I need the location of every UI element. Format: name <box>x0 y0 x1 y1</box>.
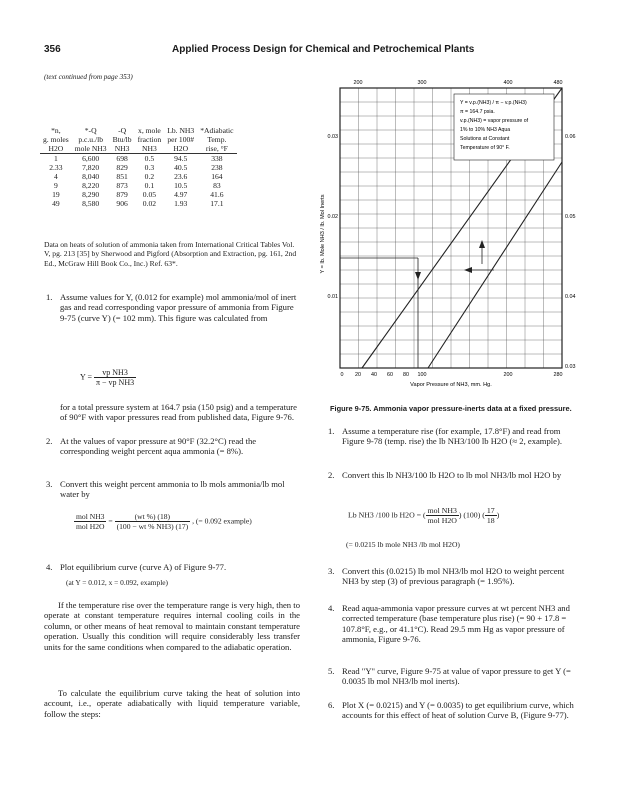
step-text: Convert this (0.0215) lb mol NH3/lb mol H2O to weight percent NH3 by step (3) of previous paragraph (= 1.95%). <box>342 566 565 587</box>
step-number: 1. <box>328 426 335 436</box>
table-cell: 23.6 <box>174 172 188 181</box>
step-4-example: (at Y = 0.012, x = 0.092, example) <box>66 578 168 587</box>
eq-denominator: mol H2O <box>427 516 457 525</box>
eq-fraction-2 <box>485 506 497 525</box>
table-row <box>40 199 237 208</box>
table-header-cell: per 100# <box>167 135 195 144</box>
table-cell: 338 <box>211 154 223 163</box>
table-cell: 8,220 <box>82 181 100 190</box>
bottom-tick-label: 280 <box>553 372 563 378</box>
table-cell: 879 <box>116 190 128 199</box>
step-3 <box>46 479 300 500</box>
step-2 <box>46 436 300 457</box>
table-header-cell: H2O <box>40 144 72 154</box>
table-cell: 0.1 <box>144 181 155 190</box>
table-cell: 1.93 <box>174 199 188 208</box>
right-step-3 <box>328 566 582 587</box>
table-header-cell: Temp. <box>207 135 227 144</box>
eq-numerator: (wt %) (18) <box>115 512 191 522</box>
eq-numerator: mol NH3 <box>427 506 457 515</box>
right-step-2 <box>328 470 582 480</box>
step-number: 5. <box>328 666 335 676</box>
table-cell: 8,290 <box>82 190 100 199</box>
table-header-cell: rise, °F <box>197 144 236 154</box>
step-text: Convert this lb NH3/100 lb H2O to lb mol NH3/lb mol H2O by <box>342 470 562 480</box>
step-text: Assume values for Y, (0.012 for example) mol ammonia/mol of inert gas and read corresponding vapor pressure of ammonia from Figure 9-75 (curve Y) (= 102 mm). This figure was calculated from <box>60 292 297 323</box>
table-cell: 83 <box>213 181 221 190</box>
step-number: 2. <box>46 436 53 446</box>
step-text: Convert this weight percent ammonia to lb mols ammonia/lb mol water by <box>60 479 285 500</box>
table-cell: 2.33 <box>49 163 63 172</box>
table-row <box>40 190 237 199</box>
step-text: Plot X (= 0.0215) and Y (= 0.0035) to get equilibrium curve, which accounts for this effect of heat of solution Curve B, (Figure 9-77). <box>342 700 574 721</box>
table-cell: 0.5 <box>144 154 155 163</box>
table-header-cell: Lb. NH3 <box>167 126 195 135</box>
table-cell: 6,600 <box>82 154 100 163</box>
table-header-cell: *-Q <box>84 126 97 135</box>
legend-line: π = 164.7 psia. <box>460 109 495 115</box>
table-cell: 4 <box>53 172 58 181</box>
legend-line: Temperature of 90° F. <box>460 145 510 151</box>
bottom-tick-label: 60 <box>387 372 393 378</box>
bottom-tick-label: 20 <box>355 372 361 378</box>
table-header-row <box>40 126 237 135</box>
step-text: Assume a temperature rise (for example, 17.8°F) and read from Figure 9-78 (temp. rise) the lb NH3/100 lb H2O (≈ 2, example). <box>342 426 562 447</box>
table-cell: 9 <box>53 181 58 190</box>
heat-of-solution-table <box>40 126 237 208</box>
eq-sign: = <box>108 516 113 526</box>
table-cell: 164 <box>211 172 223 181</box>
step-4 <box>46 562 300 572</box>
table-header-cell: g. moles <box>43 135 69 144</box>
table-cell: 10.5 <box>174 181 188 190</box>
eq-lhs: Lb NH3 /100 lb H2O = <box>348 510 422 520</box>
table-cell: 41.6 <box>210 190 224 199</box>
equation-lb-conversion: Lb NH3 /100 lb H2O = ( $\frac{\text{mol NH3}}{\text{mol H2O}}$ ) (100) ( $\frac{17}{18}$ ) <box>348 506 500 525</box>
table-cell: 873 <box>116 181 128 190</box>
table-header-row <box>40 135 237 144</box>
figure-caption: Figure 9-75. Ammonia vapor pressure-inerts data at a fixed pressure. <box>330 404 572 413</box>
eq-numerator: vp NH3 <box>94 368 136 378</box>
right-tick-label: 0.06 <box>565 134 576 140</box>
paragraph-temperature-rise: If the temperature rise over the temperature range is very high, then to operate at constant temperature requires internal cooling coils in the column, or other means of heat removal to maintain constant temperature operation. Usually this condition will require considerably less transfer units for the same conditions when compared to the adiabatic operation. <box>44 600 300 652</box>
table-cell: 8,040 <box>82 172 100 181</box>
bottom-tick-label: 200 <box>503 372 513 378</box>
table-header-cell: p.c.u./lb <box>78 135 103 144</box>
legend-line: Solutions at Constant <box>460 136 510 142</box>
right-step-5 <box>328 666 582 687</box>
right-tick-label: 0.04 <box>565 294 576 300</box>
table-cell: 7,820 <box>82 163 100 172</box>
table-header-cell: x, mole <box>138 126 161 135</box>
table-header-cell: *Adiabatic <box>200 126 234 135</box>
step-1 <box>46 292 300 323</box>
step-number: 4. <box>46 562 53 572</box>
table-cell: 4.97 <box>174 190 188 199</box>
bottom-tick-label: 80 <box>403 372 409 378</box>
step-text: Read "Y" curve, Figure 9-75 at value of vapor pressure to get Y (= 0.0035 lb mol NH3/lb mol inerts). <box>342 666 571 687</box>
eq-note: , (= 0.092 example) <box>192 516 252 526</box>
table-cell: 94.5 <box>174 154 188 163</box>
table-cell: 17.1 <box>210 199 224 208</box>
equation-mol-ratio <box>74 512 252 531</box>
step-number: 3. <box>328 566 335 576</box>
step-number: 3. <box>46 479 53 489</box>
table-cell: 698 <box>116 154 128 163</box>
right-step-4 <box>328 603 582 645</box>
left-tick-label: 0.02 <box>327 214 338 220</box>
eq-numerator: mol NH3 <box>76 512 105 521</box>
y-axis-title: Y = lb. Mole NH3 / lb. Mol Inerts <box>320 194 326 274</box>
step-number: 2. <box>328 470 335 480</box>
right-tick-label: 0.05 <box>565 214 576 220</box>
table-row <box>40 154 237 164</box>
top-tick-label: 400 <box>503 80 513 86</box>
table-header-cell: fraction <box>137 135 162 144</box>
bottom-tick-label: 0 <box>340 372 344 378</box>
eq-fraction-1 <box>426 506 459 525</box>
x-axis-title: Vapor Pressure of NH3, mm. Hg. <box>410 382 492 388</box>
table-header-cell: Btu/lb <box>112 135 132 144</box>
arrow-left <box>464 267 472 273</box>
bottom-tick-label: 40 <box>371 372 377 378</box>
eq-denominator: (100 − wt % NH3) (17) <box>116 522 189 531</box>
eq-numerator: 17 <box>486 506 495 515</box>
right-tick-label: 0.03 <box>565 364 576 370</box>
table-cell: 8,580 <box>82 199 100 208</box>
table-cell: 0.02 <box>142 199 157 208</box>
table-row <box>40 181 237 190</box>
table-row <box>40 163 237 172</box>
equation-result: (= 0.0215 lb mole NH3 /lb mol H2O) <box>346 540 460 549</box>
table-header-cell: *n, <box>51 126 61 135</box>
eq-fraction <box>94 368 136 387</box>
table-cell: 49 <box>52 199 60 208</box>
bottom-tick-label: 100 <box>417 372 427 378</box>
legend-line: v.p.(NH3) = vapor pressure of <box>460 118 529 124</box>
table-row <box>40 172 237 181</box>
table-cell: 0.2 <box>144 172 155 181</box>
table-source-note: Data on heats of solution of ammonia taken from International Critical Tables Vol. V, pg. 213 [35] by Sherwood and Pigford (Absorption and Extraction, pg. 161, 2nd Ed., McGraw Hill Book Co., Inc.) Ref. 63*. <box>44 240 297 268</box>
page-number: 356 <box>44 44 61 55</box>
table-header-cell: mole NH3 <box>72 144 110 154</box>
table-header-cell: H2O <box>164 144 197 154</box>
eq-denominator: 18 <box>486 516 495 525</box>
top-tick-label: 300 <box>417 80 427 86</box>
eq-fraction-rhs <box>115 512 191 531</box>
table-cell: 40.5 <box>174 163 188 172</box>
eq-denominator: π − vp NH3 <box>96 378 135 387</box>
figure-9-75 <box>318 74 594 400</box>
continued-note: (text continued from page 353) <box>44 73 133 81</box>
table-cell: 906 <box>116 199 128 208</box>
running-title: Applied Process Design for Chemical and Petrochemical Plants <box>172 44 475 55</box>
step-1-continued <box>60 402 300 423</box>
arrow-up-right <box>479 240 485 248</box>
table-header-cell: NH3 <box>135 144 165 154</box>
table-cell: 1 <box>53 154 58 163</box>
table-header-cell: -Q <box>118 126 127 135</box>
table-header-row <box>40 144 237 154</box>
eq-denominator: mol H2O <box>76 522 105 531</box>
paragraph-equilibrium: To calculate the equilibrium curve taking the heat of solution into account, i.e., operate adiabatically with liquid temperature variable, follow the steps: <box>44 688 300 719</box>
table-cell: 851 <box>116 172 128 181</box>
step-text: Plot equilibrium curve (curve A) of Figure 9-77. <box>60 562 227 572</box>
top-tick-label: 200 <box>353 80 363 86</box>
step-number: 1. <box>46 292 53 302</box>
step-number: 6. <box>328 700 335 710</box>
step-number: 4. <box>328 603 335 613</box>
top-tick-label: 480 <box>553 80 563 86</box>
left-tick-label: 0.03 <box>327 134 338 140</box>
right-step-1 <box>328 426 582 447</box>
legend-line: Y = v.p.(NH3) / π − v.p.(NH3) <box>460 100 527 106</box>
left-tick-label: 0.01 <box>327 294 338 300</box>
table-cell: 19 <box>52 190 60 199</box>
curve-y-upper-scale <box>428 162 562 368</box>
table-cell: 0.3 <box>144 163 155 172</box>
eq-factor: (100) <box>463 510 481 520</box>
step-text: Read aqua-ammonia vapor pressure curves at wt percent NH3 and corrected temperature (base temperature plus rise) (= 90 + 17.8 = 107.8°F, e.g., or 41.1°C). Read 29.5 mm Hg as vapor pressure of ammonia, Figure 9-76. <box>342 603 570 645</box>
table-cell: 829 <box>116 163 128 172</box>
equation-y <box>80 368 136 387</box>
table-header-cell: NH3 <box>110 144 135 154</box>
legend-line: 1% to 10% NH3 Aqua <box>460 127 511 133</box>
table-cell: 0.05 <box>142 190 157 199</box>
eq-lhs: Y = <box>80 372 92 382</box>
step-text: for a total pressure system at 164.7 psia (150 psig) and a temperature of 90°F with vapor pressures read from published data, Figure 9-76. <box>60 402 297 423</box>
table-cell: 238 <box>211 163 223 172</box>
eq-fraction-lhs <box>74 512 106 531</box>
arrow-down-left <box>415 272 421 280</box>
right-step-6 <box>328 700 582 721</box>
step-text: At the values of vapor pressure at 90°F (32.2°C) read the corresponding weight percent aqua ammonia (= 8%). <box>60 436 257 457</box>
